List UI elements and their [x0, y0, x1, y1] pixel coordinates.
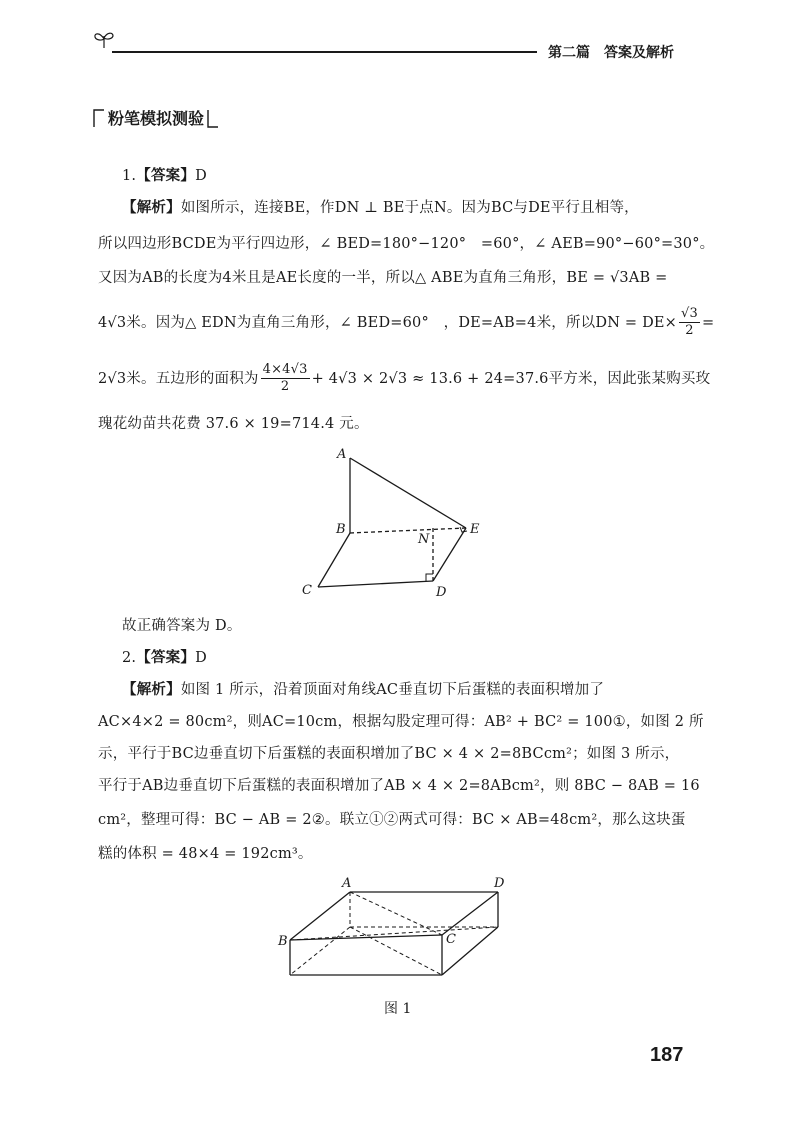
q1-text-5a: 2√3米。五边形的面积为	[98, 370, 259, 387]
q1-label-A: A	[337, 447, 347, 462]
q1-answer-tag: 【答案】	[136, 168, 196, 184]
q1-answer-line	[122, 164, 207, 185]
q2-text-4: 平行于AB边垂直切下后蛋糕的表面积增加了AB × 4 × 2=8ABcm²，则 8BC − 8AB = 16	[98, 778, 700, 794]
q1-answer: D	[195, 168, 207, 184]
q2-answer-tag: 【答案】	[136, 650, 196, 666]
q1-analysis-tag: 【解析】	[122, 200, 181, 216]
q2-figure	[270, 875, 530, 989]
q1-text-1: 如图所示，连接BE，作DN ⊥ BE于点N。因为BC与DE平行且相等，	[180, 200, 639, 216]
q2-text-3: 示，平行于BC边垂直切下后蛋糕的表面积增加了BC × 4 × 2=8BCcm²；如图 3 所示，	[98, 746, 680, 762]
q1-label-B: B	[336, 522, 346, 537]
q1-conclusion: 故正确答案为 D。	[122, 618, 242, 634]
section-title: 粉笔模拟测验	[108, 109, 205, 128]
q1-text-6: 瑰花幼苗共花费 37.6 × 19=714.4 元。	[98, 416, 369, 432]
header-title: 第二篇 答案及解析	[548, 45, 674, 61]
q1-fraction-1: $\frac{√3}{2}$	[681, 306, 698, 339]
page-number: 187	[650, 1044, 684, 1066]
q2-number: 2.	[122, 650, 137, 666]
q2-label-D: D	[494, 876, 505, 891]
q1-text-2: 所以四边形BCDE为平行四边形，∠ BED=180°−120° =60°，∠ AEB=90°−60°=30°。	[98, 236, 715, 252]
q1-label-C: C	[302, 583, 312, 598]
q2-analysis-line-1	[122, 678, 604, 699]
q2-label-B: B	[278, 934, 288, 949]
q2-text-6: 糕的体积 = 48×4 = 192cm³。	[98, 846, 313, 862]
q1-text-3: 又因为AB的长度为4米且是AE长度的一半，所以△ ABE为直角三角形，BE = √3AB =	[98, 270, 668, 286]
q1-text-4-line	[98, 306, 714, 340]
q2-analysis-tag: 【解析】	[122, 682, 181, 698]
q2-answer-line	[122, 646, 207, 667]
q2-text-2: AC×4×2 = 80cm²，则AC=10cm，根据勾股定理可得：AB² + BC² = 100①，如图 2 所	[98, 714, 704, 730]
q1-fraction-2: $\frac{4\times 4√3}{2}$	[262, 362, 308, 395]
q1-analysis-line-1	[122, 196, 639, 217]
q1-figure	[290, 440, 510, 614]
q2-label-C: C	[446, 932, 456, 947]
section-title-block	[90, 106, 222, 129]
q1-text-4a: 4√3米。因为△ EDN为直角三角形，∠ BED=60° ，DE=AB=4米，所以DN = DE×	[98, 314, 678, 331]
q2-text-5: cm²，整理可得：BC − AB = 2②。联立①②两式可得：BC × AB=48cm²，那么这块蛋	[98, 812, 686, 828]
q2-answer: D	[195, 650, 207, 666]
q1-number: 1.	[122, 168, 137, 184]
q1-text-5b: + 4√3 × 2√3 ≈ 13.6 + 24=37.6平方米，因此张某购买玫	[311, 370, 711, 387]
header-rule	[112, 51, 537, 53]
q2-figure-caption: 图 1	[384, 1001, 412, 1017]
q1-text-5-line	[98, 362, 710, 396]
q1-label-D: D	[436, 585, 447, 600]
q1-label-N: N	[418, 532, 430, 547]
q2-label-A: A	[342, 876, 352, 891]
q2-text-1: 如图 1 所示，沿着顶面对角线AC垂直切下后蛋糕的表面积增加了	[180, 682, 605, 698]
q1-label-E: E	[470, 522, 480, 537]
q1-text-4b: =	[702, 314, 715, 331]
